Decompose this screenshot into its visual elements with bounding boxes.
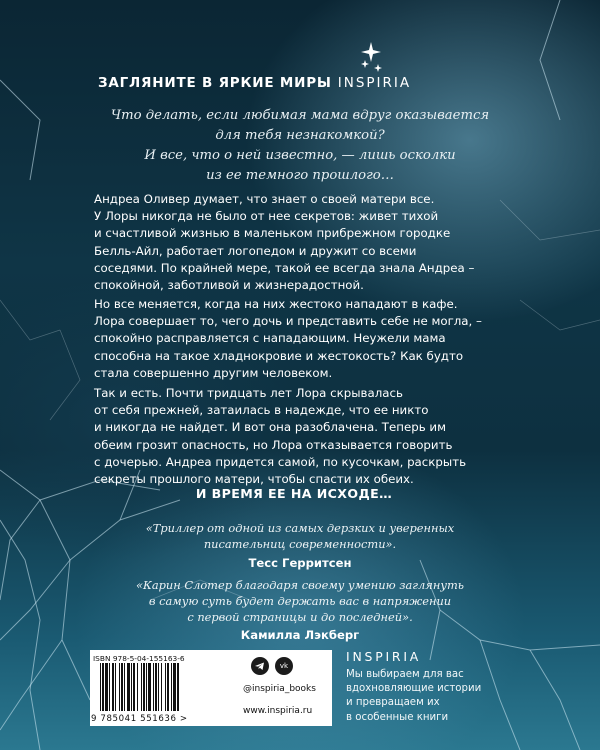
quote-line: «Карин Слотер благодаря своему умению заглянуть <box>136 578 464 592</box>
paragraph-line: спокойной, заботливой и жизнерадостной. <box>94 278 364 293</box>
paragraph-line: У Лоры никогда не было от нее секретов: живет тихой <box>94 209 439 224</box>
slogan-line: вдохновляющие истории <box>346 683 482 695</box>
tagline-brand: INSPIRIA <box>337 75 412 91</box>
barcode-digits: 9 785041 551636 > <box>91 714 188 724</box>
telegram-plane-icon <box>251 657 269 675</box>
publisher-website[interactable]: www.inspiria.ru <box>243 706 313 716</box>
quote-line: с первой страницы и до последней». <box>187 610 413 624</box>
synopsis-paragraph-3 <box>94 385 494 488</box>
paragraph-line: Белль-Айл, работает логопедом и дружит со всеми <box>94 243 417 258</box>
intro-line: из ее темного прошлого… <box>206 168 394 183</box>
paragraph-line: обеим грозит опасность, но Лора отказывается говорить <box>94 437 453 452</box>
paragraph-line: спокойно расправляется с нападающим. Неужели мама <box>94 331 446 346</box>
review-quote-2 <box>120 577 480 625</box>
sparkle-icon <box>358 40 388 74</box>
vk-glyph: vk <box>279 662 289 670</box>
paragraph-line: Но все меняется, когда на них жестоко нападают в кафе. <box>94 297 458 311</box>
slogan-line: и превращаем их <box>346 697 440 709</box>
closing-line: И ВРЕМЯ ЕЕ НА ИСХОДЕ… <box>195 486 393 501</box>
paragraph-line: Так и есть. Почти тридцать лет Лора скрывалась <box>94 386 403 400</box>
quote-line: писательниц современности». <box>203 537 397 551</box>
intro-question <box>110 106 490 186</box>
paragraph-line: соседями. По крайней мере, такой ее всегда знала Андреа – <box>94 260 475 275</box>
paragraph-line: и никогда не найдет. И вот она разоблачена. Теперь им <box>94 420 446 435</box>
social-handle[interactable]: @inspiria_books <box>243 684 316 694</box>
synopsis-paragraph-2 <box>94 296 494 382</box>
isbn-label: ISBN 978-5-04-155163-6 <box>93 654 185 663</box>
paragraph-line: Лора совершает то, чего дочь и представить себе не могла, – <box>94 314 482 329</box>
quote-author-2: Камилла Лэкберг <box>240 628 360 642</box>
series-tagline <box>98 75 518 91</box>
paragraph-line: стала совершенно другим человеком. <box>94 365 333 380</box>
paragraph-line: Андреа Оливер думает, что знает о своей матери все. <box>94 192 435 206</box>
barcode-icon <box>100 663 226 715</box>
paragraph-line: секреты прошлого матери, чтобы спасти их обеих. <box>94 472 414 487</box>
paragraph-line: с дочерью. Андреа придется самой, по кусочкам, раскрыть <box>94 454 467 469</box>
paragraph-line: способна на такое хладнокровие и жестокость? Как будто <box>94 348 464 363</box>
publisher-slogan <box>346 668 481 725</box>
paragraph-line: от себя прежней, затаилась в надежде, что ее никто <box>94 403 429 418</box>
intro-line: для тебя незнакомкой? <box>215 128 385 143</box>
intro-line: И все, что о ней известно, — лишь осколки <box>144 148 456 163</box>
quote-author-1: Тесс Герритсен <box>248 556 352 570</box>
quote-line: «Триллер от одной из самых дерзких и уверенных <box>145 521 455 535</box>
telegram-icon[interactable] <box>251 657 269 675</box>
intro-line: Что делать, если любимая мама вдруг оказывается <box>110 108 490 123</box>
vk-icon[interactable] <box>275 657 293 675</box>
synopsis-paragraph-1 <box>94 191 494 294</box>
slogan-line: Мы выбираем для вас <box>346 669 464 680</box>
quote-line: в самую суть будет держать вас в напряжении <box>148 594 452 608</box>
slogan-line: в особенные книги <box>346 711 449 723</box>
review-quote-1 <box>120 520 480 552</box>
publisher-brand: INSPIRIA <box>346 649 422 664</box>
tagline-text: ЗАГЛЯНИТЕ В ЯРКИЕ МИРЫ <box>98 75 332 91</box>
paragraph-line: и счастливой жизнью в маленьком прибрежном городке <box>94 226 451 241</box>
